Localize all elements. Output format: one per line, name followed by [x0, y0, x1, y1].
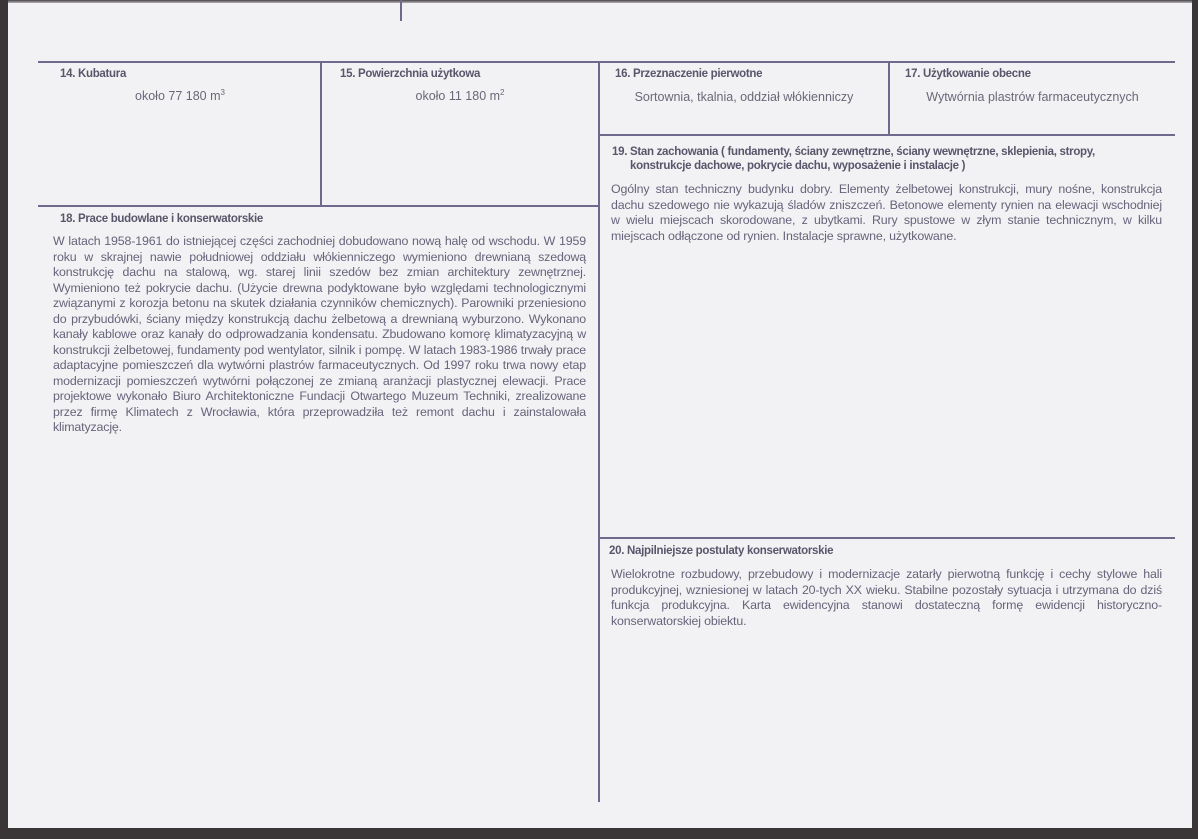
field-14-value-text: około 77 180 m: [135, 89, 221, 103]
rule-19-top: [598, 134, 1175, 136]
field-14-value: [40, 89, 320, 104]
field-16-value: Sortownia, tkalnia, oddział włókienniczy: [634, 90, 854, 104]
field-15-label: 15. Powierzchnia użytkowa: [340, 68, 481, 80]
rule-v-main: [598, 61, 600, 802]
field-19-label-line2: konstrukcje dachowe, pokrycie dachu, wyposażenie i instalacje ): [630, 160, 966, 172]
field-18-text: W latach 1958-1961 do istniejącej części zachodniej dobudowano nową halę od wschodu. W 1959 roku w skrajnej nawie południowej oddziału włókienniczego wymieniono drewnianą szedową konstrukcję dachu na stalową, wg. starej linii szedów bez zmian architektury zewnętrznej. Wymieniono też pokrycie dachu. (Użycie drewna podyktowane było względami technologicznymi związanymi z korozja betonu na skutek działania czynników chemicznych). Parowniki przeniesiono do przybudówki, ściany między konstrukcją dachu żelbetową a drewnianą wyburzono. Wykonano kanały kablowe oraz kanały do odprowadzania kondensatu. Zbudowano komorę klimatyzacyjną w konstrukcji żelbetowej, fundamenty pod wentylator, silnik i pompę. W latach 1983-1986 trwały prace adaptacyjne pomieszczeń dla wytwórni plastrów farmaceutycznych. Od 1997 roku trwa nowy etap modernizacji pomieszczeń wytwórni połączonej ze zmianą aranżacji plastycznej elewacji. Prace projektowe wykonało Biuro Architektoniczne Fundacji Otwartego Muzeum Techniki, zrealizowane przez firmę Klimatech z Wrocławia, która przeprowadziła też remont dachu i zainstalowała klimatyzację.: [53, 234, 586, 434]
rule-v-14-15: [320, 61, 322, 206]
field-17-value: Wytwórnia plastrów farmaceutycznych: [926, 90, 1139, 104]
field-15-value-text: około 11 180 m: [415, 89, 501, 103]
field-15-exponent: 2: [500, 88, 505, 97]
rule-20-top: [598, 537, 1175, 539]
field-16-label: 16. Przeznaczenie pierwotne: [615, 68, 763, 80]
field-15-value: [322, 89, 598, 104]
top-stub-rule: [400, 0, 402, 21]
field-18-label: 18. Prace budowlane i konserwatorskie: [60, 213, 264, 225]
rule-18-top: [38, 205, 599, 207]
field-19-label-line1: 19. Stan zachowania ( fundamenty, ściany zewnętrzne, ściany wewnętrzne, sklepienia, stropy,: [612, 146, 1095, 158]
field-20-text: Wielokrotne rozbudowy, przebudowy i modernizacje zatarły pierwotną funkcję i cechy stylowe hali produkcyjnej, wzniesionej w latach 20-tych XX wieku. Stabilne pozostały sytuacja i utrzymana do dziś funkcja produkcyjna. Karta ewidencyjna stanowi dostateczną formę ewidencji historyczno-konserwatorskiej obiektu.: [611, 567, 1162, 628]
rule-top: [38, 61, 1175, 63]
field-17-label: 17. Użytkowanie obecne: [905, 68, 1031, 80]
field-14-exponent: 3: [220, 88, 225, 97]
field-19-text: Ogólny stan techniczny budynku dobry. Elementy żelbetowej konstrukcji, mury nośne, konstrukcja dachu szedowego nie wykazują śladów zniszczeń. Betonowe elementy rynien na elewacji wschodniej w wielu miejscach skorodowane, z ubytkami. Rury spustowe w złym stanie technicznym, w kilku miejscach odłączone od rynien. Instalacje sprawne, użytkowane.: [611, 182, 1162, 243]
field-20-label: 20. Najpilniejsze postulaty konserwatorskie: [609, 545, 834, 557]
field-14-label: 14. Kubatura: [60, 68, 127, 80]
field-19-label: [612, 145, 1172, 173]
